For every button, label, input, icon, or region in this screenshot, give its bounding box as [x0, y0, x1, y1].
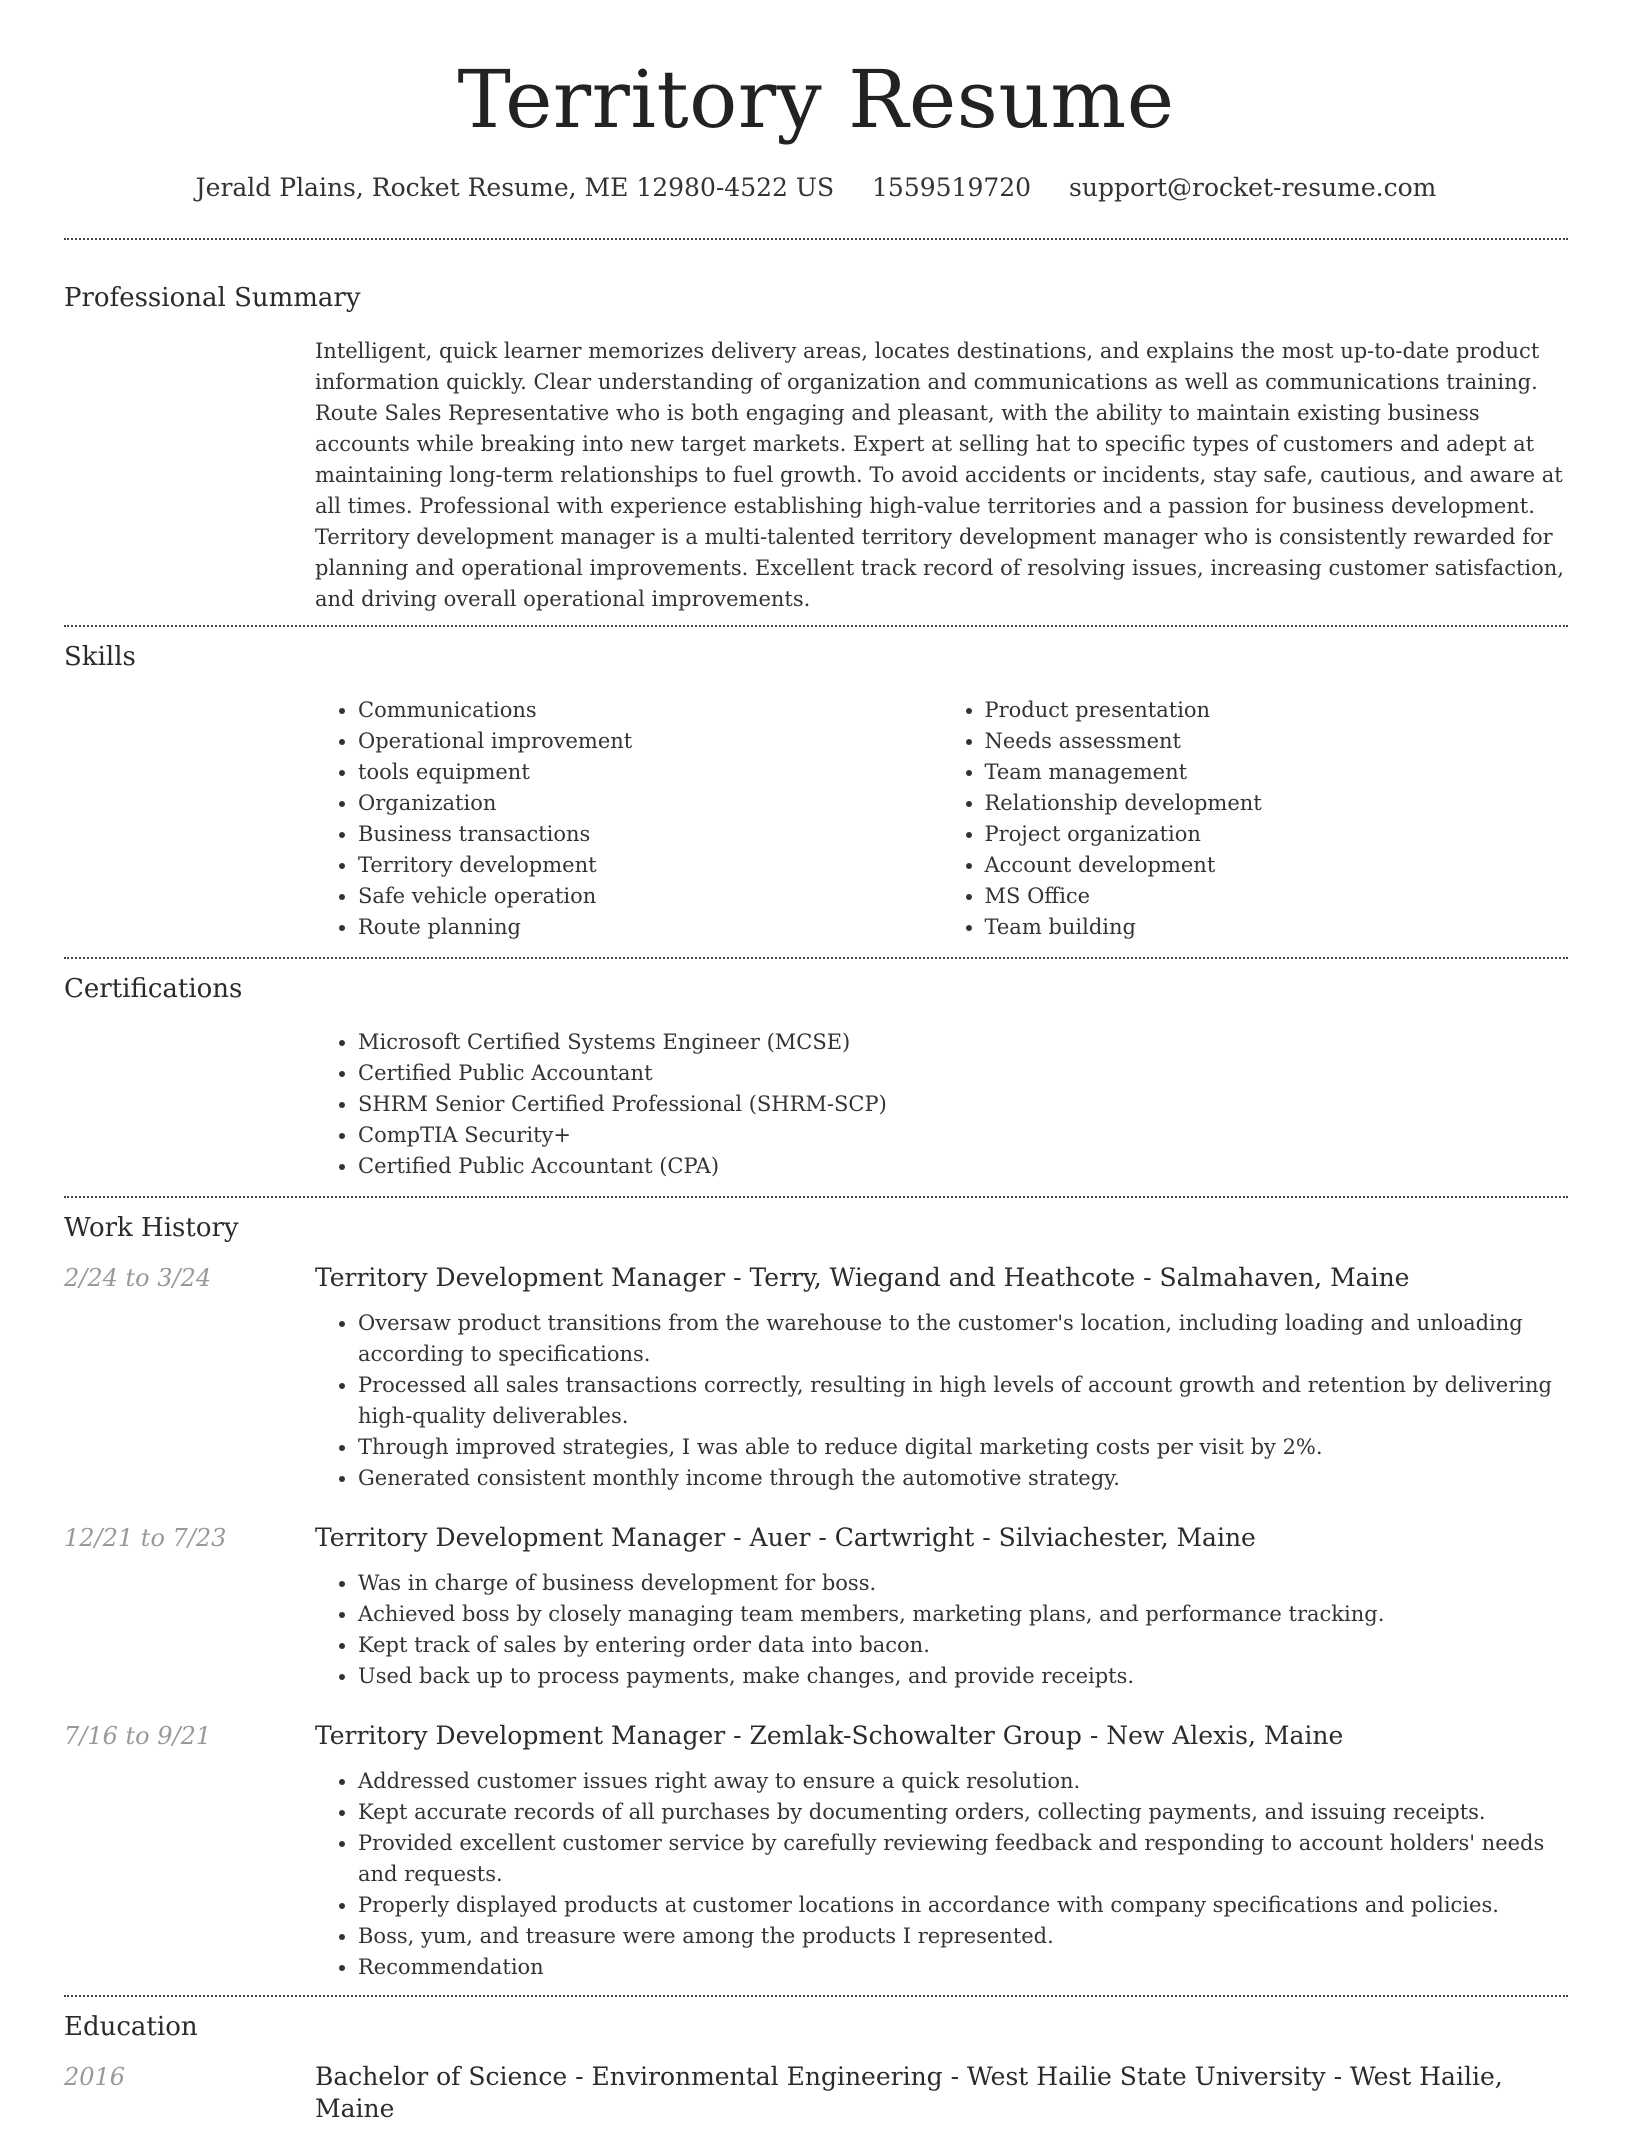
education-entry	[64, 2061, 1568, 2139]
job-bullet: • Was in charge of business development for boss.	[358, 1568, 1568, 1599]
education-body	[315, 2061, 1568, 2139]
job-title: Territory Development Manager - Zemlak-Schowalter Group - New Alexis, Maine	[315, 1721, 1344, 1750]
skill-item: • Organization	[358, 788, 942, 819]
skill-item: • Relationship development	[985, 788, 1569, 819]
contact-phone: 1559519720	[872, 173, 1032, 202]
job-bullet: • Through improved strategies, I was able to reduce digital marketing costs per visit by 2%.	[358, 1432, 1568, 1463]
section-title-work-history: Work History	[64, 1213, 239, 1243]
certification-item: • Certified Public Accountant	[358, 1058, 1568, 1089]
skill-item: • Team management	[985, 757, 1569, 788]
skill-item: • Product presentation	[985, 695, 1569, 726]
section-title-certifications: Certifications	[64, 974, 243, 1004]
job-bullet: • Properly displayed products at customer locations in accordance with company specifications and policies.	[358, 1890, 1568, 1921]
education-section	[64, 1997, 1568, 2139]
skill-item: • Territory development	[358, 850, 942, 881]
job-bullet: • Addressed customer issues right away to ensure a quick resolution.	[358, 1766, 1568, 1797]
section-title-summary: Professional Summary	[64, 283, 361, 313]
certifications-section	[64, 959, 1568, 1196]
job-bullet: • Kept accurate records of all purchases by documenting orders, collecting payments, and issuing receipts.	[358, 1797, 1568, 1828]
skill-item: • Needs assessment	[985, 726, 1569, 757]
education-date: 2016	[64, 2063, 126, 2091]
resume-header	[64, 0, 1568, 204]
job-bullet: • Used back up to process payments, make changes, and provide receipts.	[358, 1661, 1568, 1692]
skill-item: • Team building	[985, 912, 1569, 943]
job-bullets	[315, 1766, 1568, 1983]
job-title: Territory Development Manager - Auer - Cartwright - Silviachester, Maine	[315, 1523, 1256, 1552]
job-body	[315, 1262, 1568, 1494]
job-body	[315, 1522, 1568, 1692]
job-entry	[64, 1262, 1568, 1494]
skills-list-right	[942, 695, 1569, 943]
skill-item: • Account development	[985, 850, 1569, 881]
job-date: 7/16 to 9/21	[64, 1722, 212, 1750]
section-title-education: Education	[64, 2012, 198, 2042]
certification-item: • SHRM Senior Certified Professional (SHRM-SCP)	[358, 1089, 1568, 1120]
certification-item: • CompTIA Security+	[358, 1120, 1568, 1151]
skill-item: • Project organization	[985, 819, 1569, 850]
summary-text: Intelligent, quick learner memorizes delivery areas, locates destinations, and explains the most up-to-date product information quickly. Clear understanding of organization and communications as well as communications training. Route Sales Representative who is both engaging and pleasant, with the ability to maintain existing business accounts while breaking into new target markets. Expert at selling hat to specific types of customers and adept at maintaining long-term relationships to fuel growth. To avoid accidents or incidents, stay safe, cautious, and aware at all times. Professional with experience establishing high-value territories and a passion for business development. Territory development manager is a multi-talented territory development manager who is consistently rewarded for planning and operational improvements. Excellent track record of resolving issues, increasing customer satisfaction, and driving overall operational improvements.	[315, 339, 1564, 611]
job-date: 2/24 to 3/24	[64, 1264, 212, 1292]
contact-email: support@rocket-resume.com	[1069, 173, 1437, 202]
job-bullet: • Boss, yum, and treasure were among the products I represented.	[358, 1921, 1568, 1952]
skill-item: • Communications	[358, 695, 942, 726]
skill-item: • Business transactions	[358, 819, 942, 850]
job-bullets	[315, 1568, 1568, 1692]
skill-item: • tools equipment	[358, 757, 942, 788]
skill-item: • Safe vehicle operation	[358, 881, 942, 912]
education-title: Bachelor of Science - Environmental Engineering - West Hailie State University - West Hailie, Maine	[315, 2062, 1503, 2123]
job-body	[315, 1720, 1568, 1983]
certification-item: • Certified Public Accountant (CPA)	[358, 1151, 1568, 1182]
candidate-name: Territory Resume	[457, 53, 1175, 146]
skill-item: • MS Office	[985, 881, 1569, 912]
job-bullet: • Oversaw product transitions from the warehouse to the customer's location, including loading and unloading according to specifications.	[358, 1308, 1568, 1370]
job-entry	[64, 1522, 1568, 1692]
summary-section	[64, 240, 1568, 625]
job-bullet: • Provided excellent customer service by carefully reviewing feedback and responding to account holders' needs and requests.	[358, 1828, 1568, 1890]
job-bullet: • Generated consistent monthly income through the automotive strategy.	[358, 1463, 1568, 1494]
certifications-list	[315, 1027, 1568, 1182]
job-title: Territory Development Manager - Terry, Wiegand and Heathcote - Salmahaven, Maine	[315, 1263, 1410, 1292]
skills-section	[64, 627, 1568, 957]
certification-item: • Microsoft Certified Systems Engineer (MCSE)	[358, 1027, 1568, 1058]
contact-address: Jerald Plains, Rocket Resume, ME 12980-4522 US	[195, 173, 835, 202]
contact-line	[64, 172, 1568, 204]
job-bullet: • Kept track of sales by entering order data into bacon.	[358, 1630, 1568, 1661]
skill-item: • Route planning	[358, 912, 942, 943]
job-entry	[64, 1720, 1568, 1983]
section-title-skills: Skills	[64, 642, 136, 672]
job-date: 12/21 to 7/23	[64, 1524, 227, 1552]
skills-columns	[315, 695, 1568, 957]
job-bullet: • Processed all sales transactions correctly, resulting in high levels of account growth and retention by delivering high-quality deliverables.	[358, 1370, 1568, 1432]
job-bullets	[315, 1308, 1568, 1494]
job-bullet: • Recommendation	[358, 1952, 1568, 1983]
skill-item: • Operational improvement	[358, 726, 942, 757]
job-bullet: • Achieved boss by closely managing team members, marketing plans, and performance tracking.	[358, 1599, 1568, 1630]
certifications-list-wrap	[315, 1027, 1568, 1196]
work-history-section	[64, 1198, 1568, 1995]
skills-list-left	[315, 695, 942, 943]
